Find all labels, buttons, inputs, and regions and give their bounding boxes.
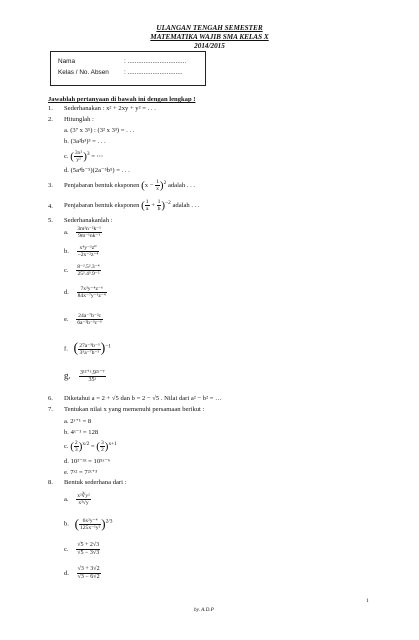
q5-a-den: 9m⁻¹nk⁻¹ [78,233,101,239]
q7-c-label: c. [64,443,69,451]
q2-b: b. (3a²b³)³ = . . . [64,138,106,145]
page-number: 1 [366,598,369,604]
q5-e-label: e. [64,316,69,324]
q6-number: 6. [48,395,53,402]
q5-d-label: d. [64,289,69,297]
q2-c-fraction [74,150,83,163]
q5-item-a [64,226,102,239]
exam-subject: MATEMATIKA WAJIB SMA KELAS X [150,33,269,41]
q5-c-den: 25².4³.9⁻² [77,271,100,277]
q5-item-g [64,370,106,383]
q4-text: Penjabaran bentuk eksponen ( $\frac{1}{a}$ + $\frac{1}{b}$ )$^{-2}$ adalah . . . [64,199,200,212]
q3-tail: adalah . . . [167,182,196,190]
q8-b-exp: 2/3 [105,518,113,525]
q5-g-den: 35ᵃ [88,377,97,383]
q8-b-num: 6x²y⁻⁴ [79,518,101,525]
q8-a-num: x²∛y² [77,493,90,499]
q4-number: 4. [48,203,53,210]
q4-n2: 1 [157,199,161,205]
q8-a-den: x³√y [78,500,89,506]
q4-d1: a [145,206,149,212]
q5-f-label: f. [64,345,68,353]
q7-c-eq: = [90,443,95,451]
q8-a-label: a. [64,496,69,504]
q8-c-label: c. [64,546,69,554]
q5-a-num: 3m²n⁻²k⁻¹ [77,226,101,232]
q8-item-c [64,542,100,557]
q5-e-num: 24a⁻⁷b⁻²c [78,313,102,319]
q7-c-exp2: x+1 [108,440,117,447]
q4-d2: b [157,206,161,212]
q7-c-exp1: x/2 [82,440,90,447]
nama-label: Nama [58,58,76,65]
q5-c-num: 8⁻².5².3⁻⁴ [77,264,100,270]
q5-item-b [64,245,99,258]
q5-b-label: b. [64,248,69,256]
q5-d-den: 84x⁻⁷y⁻¹z⁻⁴ [77,293,106,299]
q2-number: 2. [48,116,53,123]
q5-a-label: a. [64,229,69,237]
footer-author: by. A.D.P [194,607,214,613]
q5-c-label: c. [64,267,69,275]
q5-f-num: 27a⁻⁵b⁻³ [79,342,100,349]
q7-text: Tentukan nilai x yang memenuhi persamaan berikut : [64,406,205,413]
q1-text: Sederhanakan : x² + 2xy + y² = . . . [64,105,156,112]
q7-b: b. 4ˣ⁻¹ = 128 [64,429,99,436]
q2-c-tail: = ⋯ [91,153,104,161]
q5-g-num: 3¹²⁺ᵃ.9²ᵃ⁻⁷ [80,370,105,376]
q5-item-c [64,264,101,277]
q5-d-num: 7x³y⁻⁴z⁻⁶ [77,286,107,293]
q5-b-den: −2x⁻²z⁻⁴ [77,252,99,258]
q8-b-label: b. [64,520,69,528]
kelas-field: : ............................... [124,69,183,76]
q1-number: 1. [48,105,53,112]
q5-text: Sederhanakanlah : [64,217,113,224]
exam-title: ULANGAN TENGAH SEMESTER [156,24,263,32]
q7-c-n2: 3 [100,440,104,446]
q3-text: Penjabaran bentuk eksponen (x − $\frac{1}{x}$ )$^2$ adalah . . . [64,179,196,192]
q4-plus: + [151,202,155,210]
q7-c: c. ( $\frac{2}{3}$ )$^{x/2}$ = ( $\frac{3}{2}$ )$^{x+1}$ [64,440,117,453]
q4-tail: adalah . . . [172,202,200,210]
q3-expr: x − [144,182,154,190]
q7-e: e. 7ˣ² = 7²ˣ⁺³ [64,469,98,476]
kelas-label: Kelas / No. Absen [58,69,109,76]
q8-item-b: b. ( $\frac{\text{6x²y⁻⁴}}{\text{125x⁻¹y²}}$ )$^{2/3}$ [64,516,113,531]
q2-text: Hitunglah : [64,116,94,123]
q8-c-den: √5 − 3√3 [77,550,100,556]
q8-d-label: d. [64,570,69,578]
q5-item-d [64,286,107,299]
q5-item-e [64,313,103,326]
nama-field: : ................................. [124,58,187,65]
q8-c-num: √5 + 2√3 [77,542,100,548]
q8-b-den: 125x⁻¹y² [79,524,101,531]
q5-item-f: f. ( $\frac{\text{27a⁻⁵b⁻³}}{\text{3⁵a⁻⁷b⁻⁵}}$ )$^{-1}$ [64,341,112,356]
q7-a: a. 2ˣ⁺¹ = 8 [64,418,92,425]
q7-d: d. 10²⁻³ˣ = 10⁵ˣ⁻⁶ [64,458,111,465]
q4-exp: −2 [165,199,171,206]
q5-f-den: 3⁵a⁻⁷b⁻⁵ [79,349,100,356]
q8-d-num: √3 + 3√2 [77,566,100,572]
q4-n1: 1 [145,199,149,205]
q7-c-d1: 3 [74,447,78,453]
q2-a: a. (3⁷ x 3⁵) : (3² x 3³) = . . . [64,127,135,134]
q8-item-a [64,493,91,506]
q5-number: 5. [48,217,53,224]
q3-num: 1 [156,179,159,185]
q7-number: 7. [48,406,53,413]
exam-year: 2014/2015 [194,42,225,50]
q2-c-label: c. [64,153,69,161]
q3-exp: 2 [163,179,167,186]
q6-text: Diketahui a = 2 + √5 dan b = 2 − √5 . Nilai dari a² − b² = … [64,395,222,402]
q8-number: 8. [48,479,53,486]
q5-f-exp: −1 [105,343,112,350]
q7-c-n1: 2 [74,440,78,446]
q2-c: c. ( $\frac{\text{3x²}}{\text{y²}}$ )$^3$ = ⋯ [64,150,104,163]
q8-text: Bentuk sederhana dari : [64,479,127,486]
q7-c-d2: 2 [100,447,104,453]
q5-b-num: x⁴y⁻²z⁰ [77,245,100,252]
q3-den: x [156,186,159,192]
q2-d: d. (5a⁴b⁻⁵)(2a⁻⁵b⁵) = . . . [64,167,130,174]
q8-item-d [64,566,101,581]
q2-c-exp: 3 [86,150,90,157]
instruction: Jawablah pertanyaan di bawah ini dengan lengkap ! [48,96,196,103]
q3-number: 3. [48,182,53,189]
q4-text-main: Penjabaran bentuk eksponen [64,202,140,210]
q5-g-label: g. [64,370,71,381]
q2-c-num: 3x² [74,150,83,156]
q3-text-main: Penjabaran bentuk eksponen [64,182,140,190]
q5-e-den: 6a⁻²b⁻³c⁻⁶ [77,320,102,326]
q8-d-den: √3 − 6√2 [77,574,100,580]
q2-c-den: y² [76,157,81,163]
